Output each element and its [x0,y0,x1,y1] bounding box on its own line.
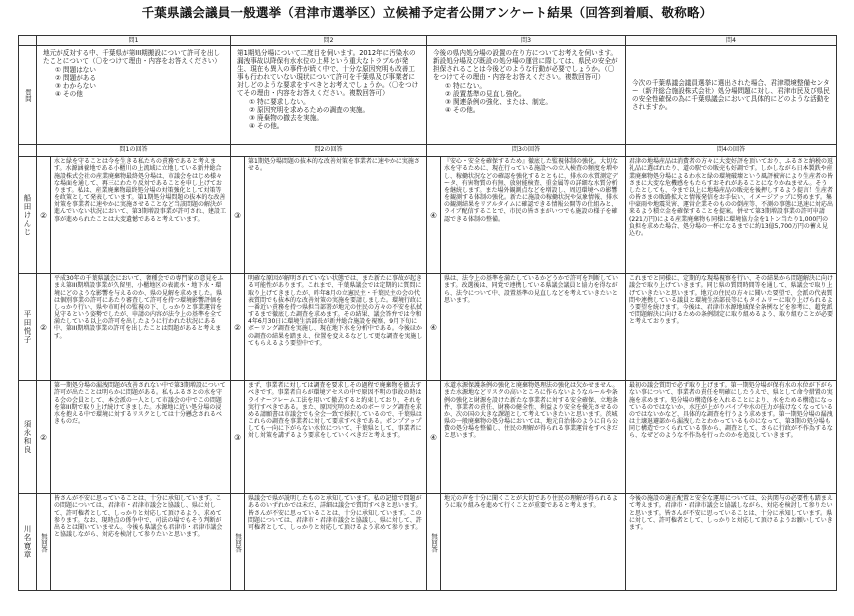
answer-header-1: 問1の回答 [37,145,231,157]
candidate-name: 川名寛章 [23,525,32,560]
candidate-row [19,494,837,591]
candidate-name-cell [19,274,37,381]
question-2-option: ① 特に要求しない。 [249,98,310,107]
q4-answer: これまでと同様に、定期的な現場視察を行い、その結果から問題解決に向け議会で取り上げていきます。同じ県の質問時間等を通して、県議会で取り上げていきたいと思います。地元の住民の方々に聞いた要望で、会派の代表質問や連携している議員と環境生活部長等にもタイムリーに取り上げられるよう要望を続けます。今後は、君津市水源地域保全条例などを参考に、超党派で問題解決に向けるための条例制定に取り組めるよう、取り組むことが必要と考えております。 [626,274,837,381]
answer-header-row [19,145,837,157]
q2-choice: ③ [231,157,245,274]
candidate-row [19,157,837,274]
q2-answer: まず、事業者に対しては調査を要求しその過程で廃棄物を撤去すべきです。事業者自らが環境アセスの中で原因不明の事故の時はライナーフレーム工法を用いて撤去すると約束しており、それを実行すべきである。また、原因究明のためのボーリング調査を求める請願書は市議会でも全会一致で採択しているので、千葉県はこれらの調査を事業者に対して要求すべきである。ポンプアップしても一向に下がらない水位について、千葉県として、事業者に対し対策を講ずるよう要求をしていくべきだと考えます。 [245,381,427,494]
q3-answer: 水道水源保護条例の強化と廃棄物処理法の強化は欠かせません。また水源地などリスクの高いところに作らないようなルールや条例の強化と財源を設けた新たな事業者に対する安全確保、立地条件、事業者の責任、財務の健全性、利益より安全を優先させるのか、次の国の大きな課題として考えていきたいと思います。茨城県の一般廃棄物の処分場においては、地元自治体のように自ら公費の処分場を整備し、住民の理解が得られる事業運営をすべきだと思います。 [441,381,626,494]
q1-choice-cell [37,494,51,591]
q1-choice: 無回答 [40,532,48,552]
question-2-options [237,98,420,130]
q2-choice-cell [231,494,245,591]
question-header-3: 問3 [427,36,626,46]
question-4 [626,46,837,145]
question-1-option: ① 問題はない [55,66,96,75]
q1-answer: 皆さんが不安に思っていることは、十分に承知しています。この問題については、君津市・君津市議会と協議し、県に対して、許可権者として、しっかりと対応して頂けるよう、求めて参ります。なお、現時点の係争中で、司法の場でもそう判断が出るとは聞いていません。今後も県議会も君津市・君津市議会と協議しながら、対応を検討して参りたいと思います。 [51,494,231,591]
candidate-name-cell [19,494,37,591]
question-1-option: ② 問題がある [55,74,96,83]
q1-answer: 水と緑を守ることは今を生きる私たちの責務であると考えます。水源涵養地である小櫃川の上流域に立地している新井総合施設株式会社の産業廃棄物最終処分場は、市議会をはじめ様々な場面を通して、再三にわたり反対であることを申し上げております。私は、産業廃棄物最終処分場の対策強化として対策等を政策として発表しています。第1期処分場問題の抜本的な改善対策を事業者に速やかに実施させることなど当該問題の解決が進んでいない状況において、第3期増設事業が許可され、建設工事が進められたことは大変遺憾であると考えています。 [51,157,231,274]
q2-answer: 明確な原因が解明されていない状態では、また新たに事故が起きる可能性があります。これまで、千葉県議会では定期的に質問に取り上げてきましたが、昨年8月の立憲民主・千葉民主の会の代表質問でも抜本的な改善対策の実施を要請しました。環境行政に一番近い責務を持つ県担当部署が地元の住民の方々の不安を払拭するまで徹底した調査を求めます。その結果、議会答弁では令和4年6月30日に環境生活部長が新井総合施設を視察、9月下旬にボーリング調査を実施し、現在地下水を分析中である。今後ほかの調査の結果を踏まえ、位置を変えるなどして更な調査を実施してもらえるよう要望中です。 [245,274,427,381]
q3-choice-cell [427,494,441,591]
q2-choice: ③ [231,381,245,494]
q2-choice: 無回答 [234,532,243,552]
q3-answer: 『安心・安全を確保するため』徹底した監視体制の強化。大切な水を守るために、現在行っている施設への立入検査の頻度を増やし、稼働状況などの確認を強化するとともに、排水の水質測定データ、有害物質の有無、放射能検査、重金属等の詳細な水質分析を継続します。また場外観測点などを増設し、周辺環境への影響を観測する体制の強化。新たに施設の稼働状況や気象情報、排水の観測結果をリアルタイムに確認できる情報公開等の仕組みと、ライブ配信することで、市民の皆さまがいつでも施設の様子を確認できる体制の整備。 [441,157,626,274]
q4-answer: 最初の議会質問で必ず取り上げます。第一期処分場が保有水の水位が下がらない事について、事業者の責任を明確にしたうえで、県として命令措置の実施を求めます。処分場の構造体を入れることにより、水をためる構造になっているのではないか、水圧が上がりパイプや水の圧力が抜けなくなっているのではないかなど、具体的な調査を行うよう求めます。第一期処分場の漏洩は土壌退避部から漏洩したとわかっているものになって、第3期の処分場も同じ構造でつくられている事から、調査として、さらに行政が不作為するなら、なぜどのような不作為を行ったのかを追及していきます。 [626,381,837,494]
question-side-label [19,46,37,145]
question-2-text: 第1期処分場について二度目を伺います。2012年に汚染水の漏洩事故以降保有水水位の上昇という重大なトラブルが発生、現在も異入の事件が続く中で、十分な原因究明も改善工事も行われていない現状について許可を千葉県及び事業者に対しどのような要求をすべきとお考えでしょうか。（〇をつけてその理由・内容をお答えください。複数回答可） [237,49,419,98]
question-2-option: ③ 廃棄物の撤去を実施。 [249,114,323,123]
question-1-option: ④ その他 [55,90,83,99]
q1-answer: 平成30年の千葉県議会において、奢種会での専門家の意見をふまえ第III期増設事業が久留里、小櫃地区の表流水・地下水・環境にどのような影響を与えるのか、県の見解を求めました。県は個別事業の許可にあたり審査して許可を持つ環境影響評価をしっかり行い、県や市町村の監視の下、しっかりと事業運営を見守るという姿勢でしたが、申請の内容が法令上の基準を全て満たしている以上の許可を出したように行われた状況にある中、第III期増設事業の許可を出したことは問題があると考えます。 [51,274,231,381]
q1-choice: ② [37,381,51,494]
question-side-label-text: 質問 [24,88,32,102]
question-header-4: 問4 [626,36,837,46]
q4-answer: 今後の施設の適正配置と安全な運用については、公共関与の必要性も踏まえて考えます。君津市・君津市議会と協議しながら、対応を検討して参りたいと思います。皆さんが不安に思っていることは、十分に承知しています。県に対して、許可権者として、しっかりと対応して頂けるようお願いしていきます。 [626,494,837,591]
question-3-option: ④ その他。 [445,106,480,115]
q1-choice: ② [37,157,51,274]
page-title: 千葉県議会議員一般選挙（君津市選挙区）立候補予定者公開アンケート結果（回答到着順、敬称略） [141,5,713,20]
candidate-name: 船田けんじ [23,194,32,237]
answer-header-4: 問4の回答 [626,145,837,157]
question-row [19,46,837,145]
question-2-option: ④ その他。 [249,122,284,131]
question-1 [37,46,231,145]
q3-choice: ④ [427,381,441,494]
question-header-2: 問2 [231,36,427,46]
header-spacer [19,36,37,46]
q3-answer: 地元の声を十分に聞くことが大切であり住民の理解が得られるように取り組みを進めて行くことが重要であると考えます。 [441,494,626,591]
candidate-row [19,274,837,381]
question-3 [427,46,626,145]
question-3-option: ③ 関連条例の強化、または、制定。 [445,98,552,107]
candidate-name: 平田悦子 [23,310,32,345]
q1-choice: ② [37,274,51,381]
q3-choice: ④ [427,157,441,274]
q3-choice: ④ [427,274,441,381]
answer-header-spacer [19,145,37,157]
answer-header-2: 問2の回答 [231,145,427,157]
q2-answer: 第1期処分場問題の抜本的な改善対策を事業者に速やかに実施させる。 [245,157,427,274]
candidate-row [19,381,837,494]
q3-answer: 県は、法令上の基準を満たしているかどうかで許可を判断しています。改選後は、同党で連携している県議会議員と協力を得ながら、法令について中、設置基準の見直しなどを考えていきたいと思います。 [441,274,626,381]
q4-answer: 君津の地場産品は消費者の方々に大変好評を頂いており、ふるさと納税の返礼品に選ばれたり、道の駅での販売も好調です。しかしながら日本製鉄や産業廃棄物処分場によるわ水と緑の環境破壊という風評被害により生産者の皆さまに大変な危機感をもたらすおそれがあることになりかねません。そうしたとしても、今まで以上に地場産品の販売を後押しするよう提言！生産者の皆さまの販路拡大と情報発信をお手伝い、イメージアップに努めます。集中豪雨や地震災害、運営企業そのものの倒産等、不測の事態に迅速に対応出来るよう積立金を確保することを提案。併せて第3期増設事業の許可申請(221万円)による産業廃棄物も同様に環境協力金を1トン当たり1,000円の負担を求めた場合、処分場の一杯になるまでに約13億5,700万円の蓄え見込む。 [626,157,837,274]
question-1-option: ③ わからない [55,82,96,91]
candidate-name-cell [19,381,37,494]
survey-table [18,35,837,591]
question-1-options [43,66,224,98]
question-2 [231,46,427,145]
question-3-option: ① 特にない。 [445,82,487,91]
question-header-1: 問1 [37,36,231,46]
answer-header-3: 問3の回答 [427,145,626,157]
candidate-name-cell [19,157,37,274]
question-3-options [433,82,619,114]
candidate-name: 須永和良 [23,420,32,455]
question-header-row [19,36,837,46]
question-3-text: 今後の県内処分場の設置の在り方についてお考えを伺います。新設処分場及び既設の処分場の運営に際しては、県民の安全が担保されることは今後どのような行動が必要でしょうか。（〇をつけてその理由・内容をお答えください。複数回答可） [433,49,618,82]
q1-answer: 第一期処分場の漏洩問題が改善されない中で第3期増設について許可が出たことは明らかに問題がある。私もふるさとの水を守る会の会員として、本会派の一人として市議会の中でこの問題を第III期で取り上げ続けてきました。水源地に近い処分場の浸水を抱える中で環境に対するリスクとしては十分懸念されるべきものだ。 [51,381,231,494]
question-1-text: 地元が反対する中、千葉県が第III期搬設について許可を出したことについて（〇をつけて理由・内容をお答えください） [43,49,221,66]
q3-choice: 無回答 [430,532,439,552]
question-3-option: ② 設置基準の見直し強化。 [445,90,526,99]
q2-choice: ② [231,274,245,381]
q2-answer: 県議会で県が説明したものと承知しています。私の記憶で問題があるのいずれかでは未だ、詳細は議会で質問すべきと思います。皆さんが不安に思っていることは、十分に承知しています。この問題については、君津市・君津市議会と協議し、県に対して、許可権者として、しっかりと対応して頂けるよう求めて参ります。 [245,494,427,591]
question-2-option: ② 原因究明を求めるための調査の実施。 [249,106,370,115]
question-4-text: 今次の千葉県議会議員選挙に選出された場合、君津環境整備センター（新井総合施設株式会社）処分場問題に対し、君津市民及び県民の安全性確保の為に千葉県議会において具体的にどのような活動をされますか。 [632,79,830,112]
